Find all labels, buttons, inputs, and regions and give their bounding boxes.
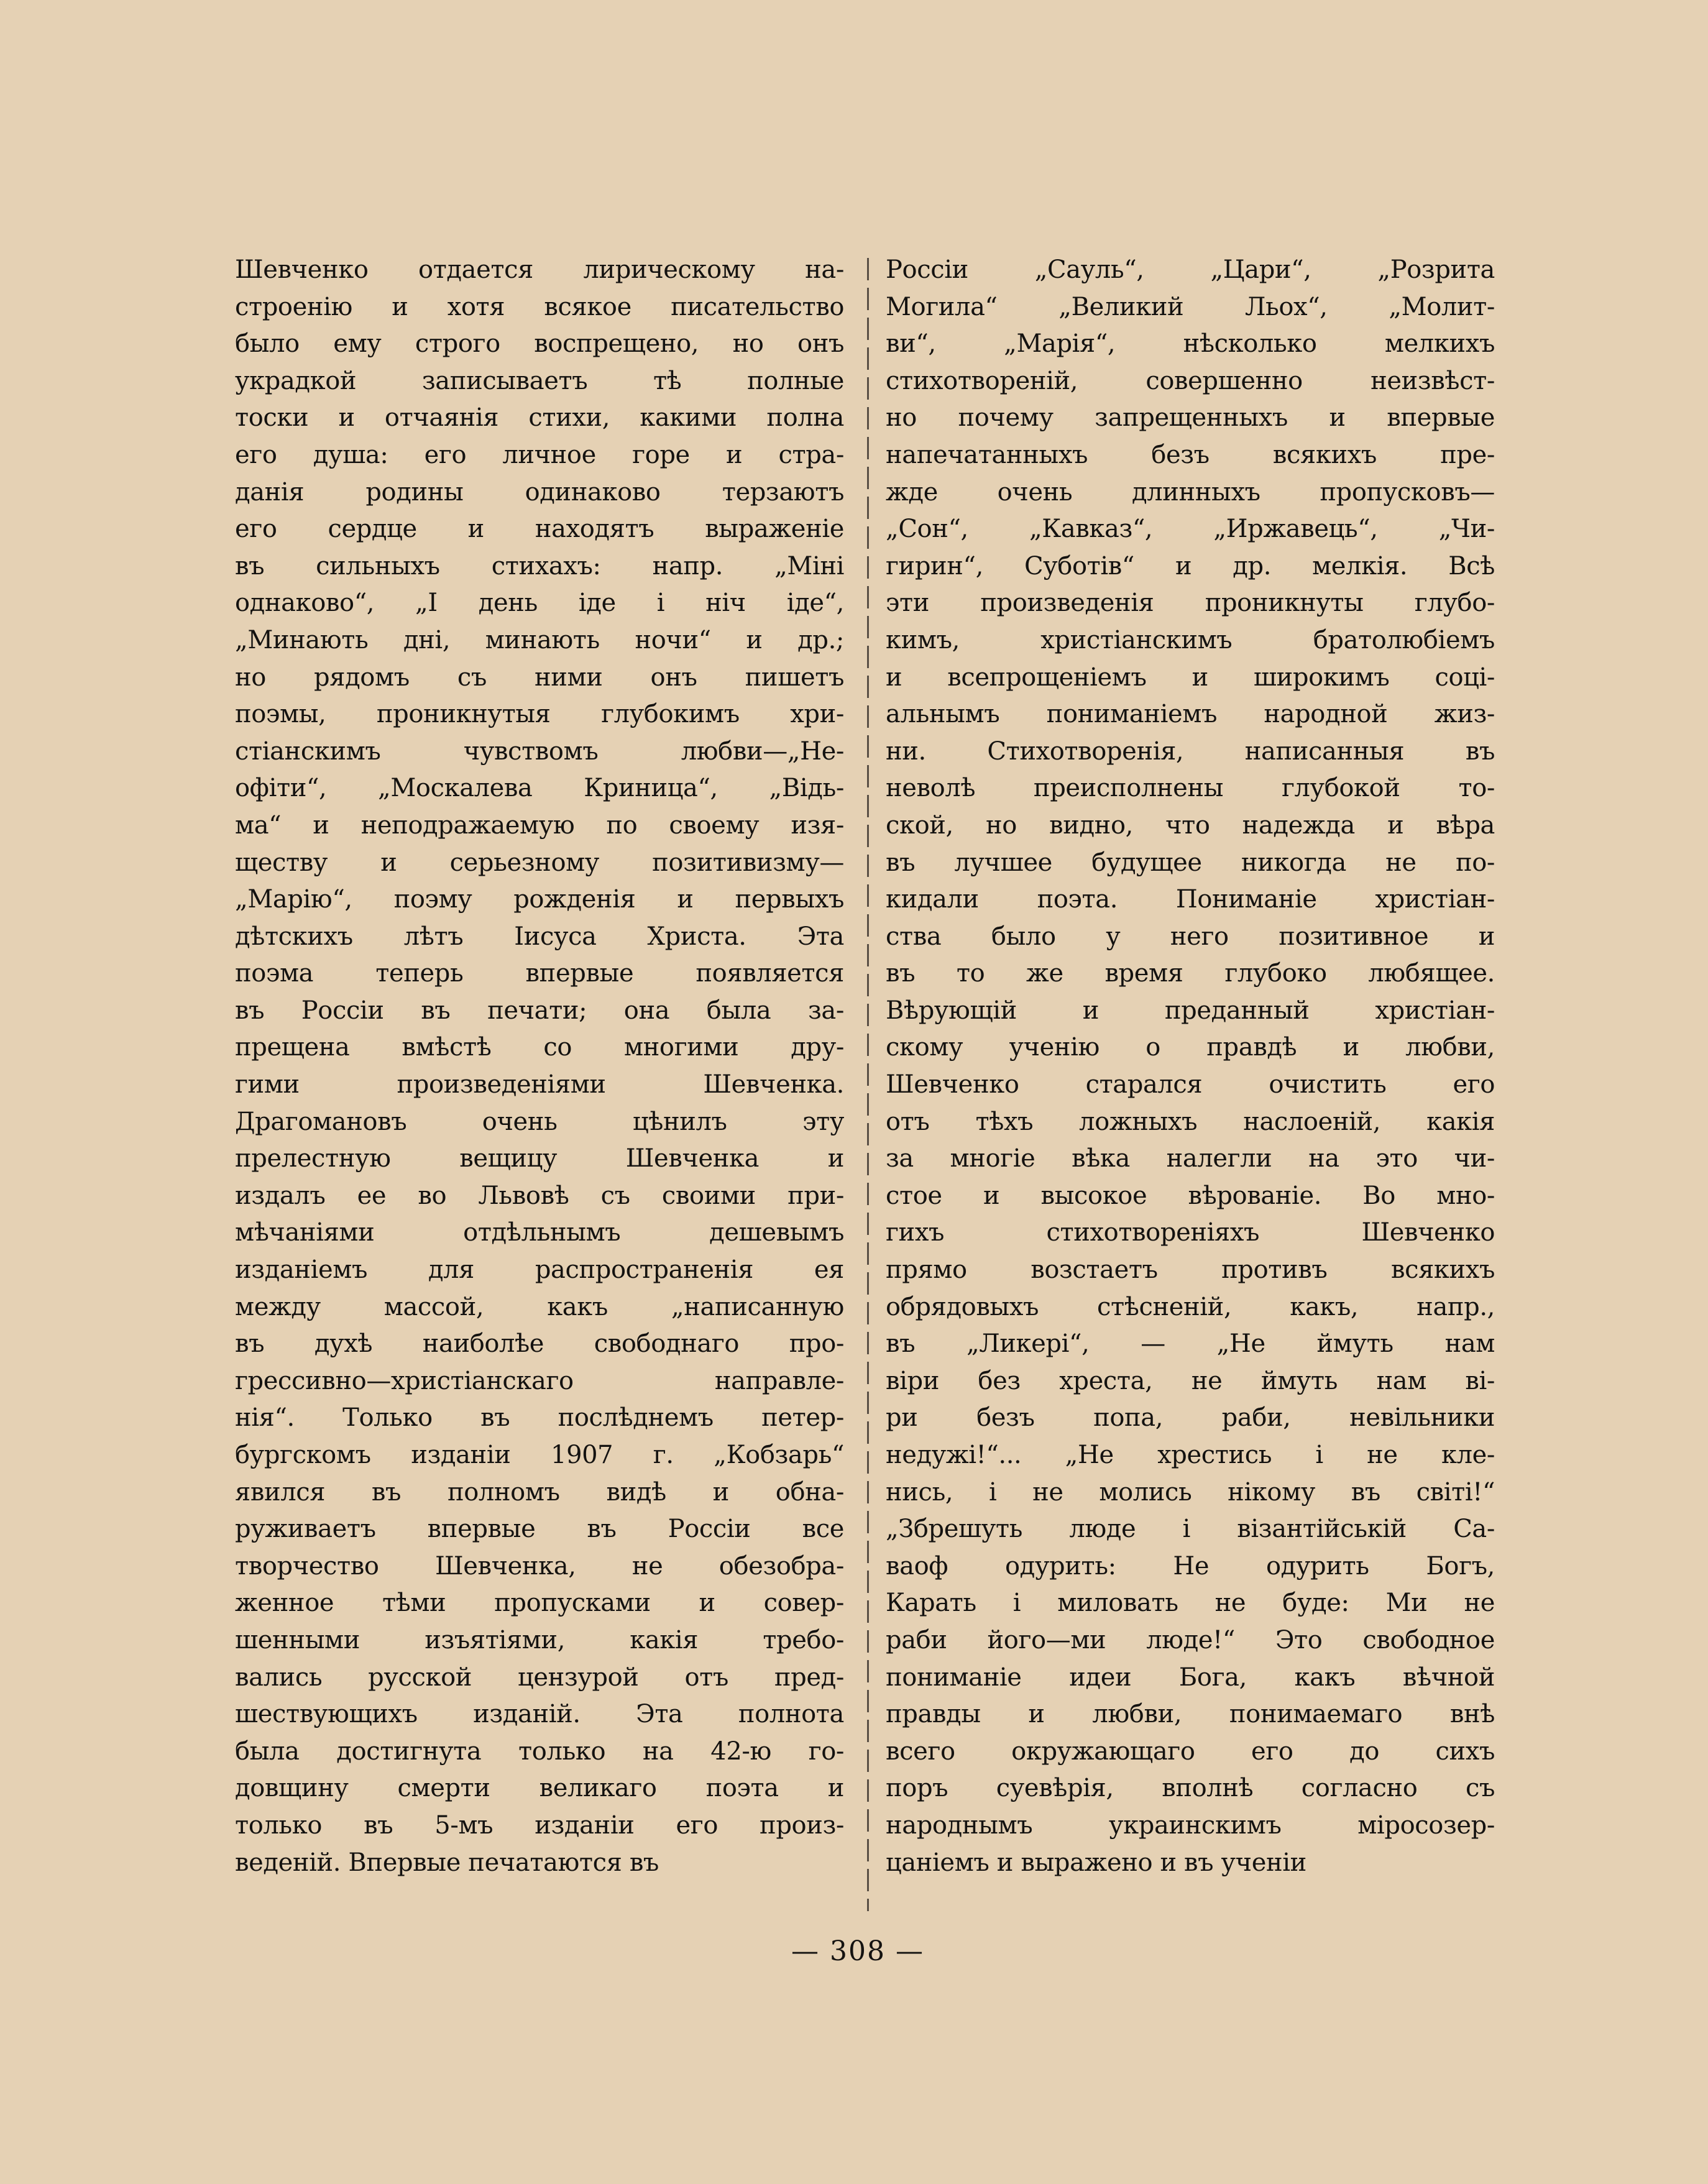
text-line: жде очень длинныхъ пропусковъ— — [886, 477, 1495, 507]
text-line: вались русской цензурой отъ пред- — [235, 1663, 844, 1692]
text-line: ни. Стихотворенія, написанныя въ — [886, 736, 1495, 766]
text-line: прелестную вещицу Шевченка и — [235, 1144, 844, 1173]
text-line: пониманіе идеи Бога, какъ вѣчной — [886, 1663, 1495, 1692]
text-line: Шевченко старался очистить его — [886, 1070, 1495, 1099]
text-line: Драгомановъ очень цѣнилъ эту — [235, 1107, 844, 1136]
text-line: „Минають дні, минають ночи“ и др.; — [235, 625, 844, 654]
text-line: цаніемъ и выражено и въ ученіи — [886, 1848, 1306, 1877]
text-line: ществу и серьезному позитивизму— — [235, 848, 844, 877]
text-line: кимъ, христіанскимъ братолюбіемъ — [886, 625, 1495, 654]
text-line: гими произведеніями Шевченка. — [235, 1070, 844, 1099]
text-line: кидали поэта. Пониманіе христіан- — [886, 885, 1495, 914]
text-line: было ему строго воспрещено, но онъ — [235, 329, 844, 359]
text-line: данія родины одинаково терзаютъ — [235, 477, 844, 507]
text-line: ви“, „Марія“, нѣсколько мелкихъ — [886, 329, 1495, 359]
text-line: скому ученію о правдѣ и любви, — [886, 1033, 1495, 1062]
text-column-left — [235, 252, 844, 1917]
text-line: ма“ и неподражаемую по своему изя- — [235, 810, 844, 840]
text-line: стихотвореній, совершенно неизвѣст- — [886, 366, 1495, 395]
text-line: дѣтскихъ лѣтъ Іисуса Христа. Эта — [235, 922, 844, 951]
text-line: шествующихъ изданій. Эта полнота — [235, 1700, 844, 1729]
text-line: поэмы, проникнутыя глубокимъ хри- — [235, 700, 844, 729]
text-line: веденій. Впервые печатаются въ — [235, 1848, 659, 1877]
text-line: Россіи „Сауль“, „Цари“, „Розрита — [886, 255, 1495, 284]
text-line: была достигнута только на 42-ю го- — [235, 1737, 844, 1766]
text-line: строенію и хотя всякое писательство — [235, 292, 844, 321]
text-line: въ лучшее будущее никогда не по- — [886, 848, 1495, 877]
text-line: обрядовыхъ стѣсненій, какъ, напр., — [886, 1292, 1495, 1321]
text-line: віри без хреста, не ймуть нам ві- — [886, 1366, 1495, 1395]
text-line: издалъ ее во Львовѣ съ своими при- — [235, 1181, 844, 1210]
text-line: стое и высокое вѣрованіе. Во мно- — [886, 1181, 1495, 1210]
text-line: довщину смерти великаго поэта и — [235, 1774, 844, 1803]
text-line: грессивно—христіанскаго направле- — [235, 1366, 844, 1395]
text-line: „Сон“, „Кавказ“, „Иржавець“, „Чи- — [886, 515, 1495, 544]
text-line: только въ 5-мъ изданіи его произ- — [235, 1810, 844, 1840]
text-line: ри безъ попа, раби, невільники — [886, 1403, 1495, 1433]
text-column-right — [886, 252, 1495, 1917]
text-line: въ „Ликері“, — „Не ймуть нам — [886, 1329, 1495, 1359]
text-line: въ Россіи въ печати; она была за- — [235, 996, 844, 1025]
text-line: „Марію“, поэму рожденія и первыхъ — [235, 885, 844, 914]
text-line: Карать і миловать не буде: Ми не — [886, 1589, 1495, 1618]
text-line: Могила“ „Великий Льох“, „Молит- — [886, 292, 1495, 321]
text-line: недужі!“... „Не хрестись і не кле- — [886, 1441, 1495, 1469]
column-divider-rule — [867, 258, 869, 1911]
text-line: бургскомъ изданіи 1907 г. „Кобзарь“ — [235, 1441, 844, 1469]
text-line: прещена вмѣстѣ со многими дру- — [235, 1033, 844, 1062]
text-line: эти произведенія проникнуты глубо- — [886, 589, 1495, 618]
text-line: напечатанныхъ безъ всякихъ пре- — [886, 440, 1495, 469]
text-line: нія“. Только въ послѣднемъ петер- — [235, 1403, 844, 1433]
text-line: между массой, какъ „написанную — [235, 1292, 844, 1321]
text-line: руживаетъ впервые въ Россіи все — [235, 1515, 844, 1544]
text-line: ваоф одурить: Не одурить Богъ, — [886, 1551, 1495, 1581]
text-line: поръ суевѣрія, вполнѣ согласно съ — [886, 1774, 1495, 1803]
text-line: народнымъ украинскимъ міросозер- — [886, 1810, 1495, 1840]
text-line: его сердце и находятъ выраженіе — [235, 515, 844, 544]
text-line: всего окружающаго его до сихъ — [886, 1737, 1495, 1766]
text-line: стіанскимъ чувствомъ любви—„Не- — [235, 736, 844, 766]
text-line: изданіемъ для распространенія ея — [235, 1255, 844, 1285]
text-line: женное тѣми пропусками и совер- — [235, 1589, 844, 1618]
text-line: творчество Шевченка, не обезобра- — [235, 1551, 844, 1581]
page-number: — 308 — — [791, 1935, 924, 1967]
text-line: гихъ стихотвореніяхъ Шевченко — [886, 1218, 1495, 1247]
text-line: офіти“, „Москалева Криница“, „Відь- — [235, 774, 844, 803]
text-line: но рядомъ съ ними онъ пишетъ — [235, 663, 844, 692]
text-line: Вѣрующій и преданный христіан- — [886, 996, 1495, 1025]
text-line: Шевченко отдается лирическому на- — [235, 255, 844, 284]
text-line: явился въ полномъ видѣ и обна- — [235, 1477, 844, 1507]
text-line: отъ тѣхъ ложныхъ наслоеній, какія — [886, 1107, 1495, 1136]
text-line: въ то же время глубоко любящее. — [886, 959, 1495, 988]
text-line: украдкой записываетъ тѣ полные — [235, 366, 844, 395]
text-line: его душа: его личное горе и стра- — [235, 440, 844, 469]
text-line: нись, і не молись нікому въ світі!“ — [886, 1477, 1495, 1507]
text-line: „Збрешуть люде і візантійській Са- — [886, 1515, 1495, 1544]
text-line: гирин“, Суботів“ и др. мелкія. Всѣ — [886, 551, 1495, 580]
text-line: ской, но видно, что надежда и вѣра — [886, 810, 1495, 840]
text-line: но почему запрещенныхъ и впервые — [886, 403, 1495, 433]
text-line: раби його—ми люде!“ Это свободное — [886, 1625, 1495, 1654]
text-line: шенными изъятіями, какія требо- — [235, 1625, 844, 1654]
text-line: однаково“, „І день іде і ніч іде“, — [235, 589, 844, 618]
text-line: ства было у него позитивное и — [886, 922, 1495, 951]
text-line: мѣчаніями отдѣльнымъ дешевымъ — [235, 1218, 844, 1247]
text-line: за многіе вѣка налегли на это чи- — [886, 1144, 1495, 1173]
text-line: альнымъ пониманіемъ народной жиз- — [886, 700, 1495, 729]
text-line: въ сильныхъ стихахъ: напр. „Мінi — [235, 551, 844, 580]
text-line: поэма теперь впервые появляется — [235, 959, 844, 988]
text-line: тоски и отчаянія стихи, какими полна — [235, 403, 844, 433]
text-line: правды и любви, понимаемаго внѣ — [886, 1700, 1495, 1729]
text-line: неволѣ преисполнены глубокой то- — [886, 774, 1495, 803]
text-line: въ духѣ наиболѣе свободнаго про- — [235, 1329, 844, 1359]
text-line: и всепрощеніемъ и широкимъ соці- — [886, 663, 1495, 692]
text-line: прямо возстаетъ противъ всякихъ — [886, 1255, 1495, 1285]
